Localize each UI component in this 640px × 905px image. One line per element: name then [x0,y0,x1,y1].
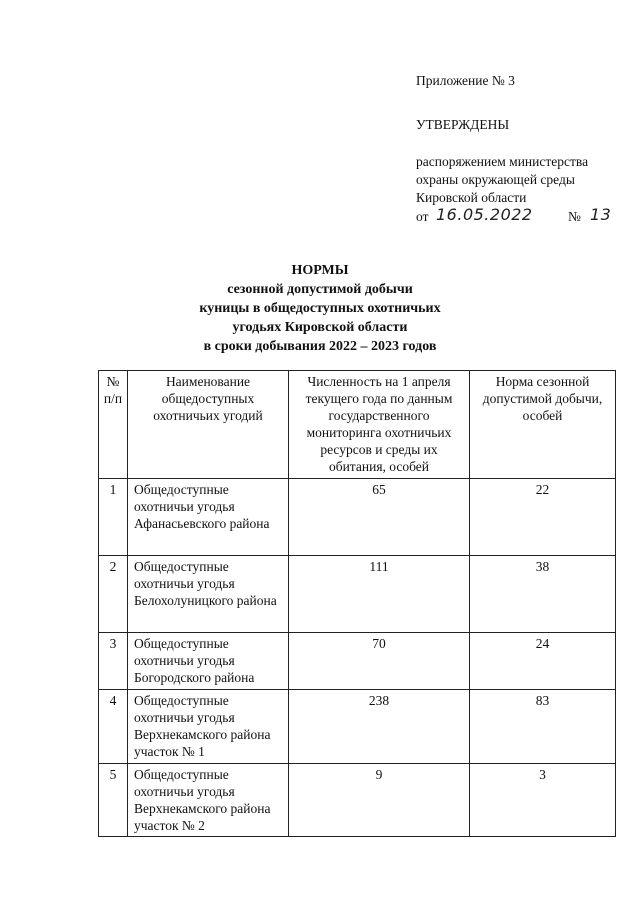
quota-value: 3 [470,764,616,837]
title-line-3: куницы в общедоступных охотничьих [199,301,441,316]
title-line-1: НОРМЫ [291,263,349,278]
number-prefix: № [568,209,581,224]
row-number: 3 [99,633,128,690]
column-header: Норма сезонной допустимой добычи, особей [470,371,616,479]
quota-value: 24 [470,633,616,690]
table-row [99,633,616,690]
population-value: 65 [289,479,470,556]
hunting-ground-name: Общедоступные охотничьи угодья Афанасьевского района [128,479,289,556]
date-line [416,205,616,229]
order-line-3: Кировской области [416,190,527,205]
quota-table [98,370,616,837]
appendix-label: Приложение № 3 [416,73,515,88]
row-number: 4 [99,690,128,764]
order-line-2: охраны окружающей среды [416,172,575,187]
hunting-ground-name: Общедоступные охотничьи угодья Белохолуницкого района [128,556,289,633]
title-line-4: угодьях Кировской области [232,320,408,335]
row-number: 5 [99,764,128,837]
table-row [99,690,616,764]
date-prefix: от [416,209,429,224]
table-header-row [99,371,616,479]
population-value: 70 [289,633,470,690]
hunting-ground-name: Общедоступные охотничьи угодья Верхнекамского района участок № 1 [128,690,289,764]
quota-value: 22 [470,479,616,556]
quota-value: 38 [470,556,616,633]
hunting-ground-name: Общедоступные охотничьи угодья Богородского района [128,633,289,690]
title-line-2: сезонной допустимой добычи [227,282,413,297]
order-line-1: распоряжением министерства [416,154,589,169]
approved-label: УТВЕРЖДЕНЫ [416,117,510,132]
column-header: Численность на 1 апреля текущего года по данным государственного мониторинга охотничьих ресурсов и среды их обитания, особей [289,371,470,479]
column-header: Наименование общедоступных охотничьих угодий [128,371,289,479]
number-value: 13 [590,205,612,224]
table-row [99,479,616,556]
hunting-ground-name: Общедоступные охотничьи угодья Верхнекамского района участок № 2 [128,764,289,837]
title-line-5: в сроки добывания 2022 – 2023 годов [203,339,437,354]
population-value: 238 [289,690,470,764]
table-row [99,556,616,633]
date-value: 16.05.2022 [436,205,533,224]
row-number: 2 [99,556,128,633]
table-row [99,764,616,837]
row-number: 1 [99,479,128,556]
document-title [150,261,490,356]
population-value: 111 [289,556,470,633]
column-header: № п/п [99,371,128,479]
quota-value: 83 [470,690,616,764]
population-value: 9 [289,764,470,837]
order-block [416,153,588,207]
